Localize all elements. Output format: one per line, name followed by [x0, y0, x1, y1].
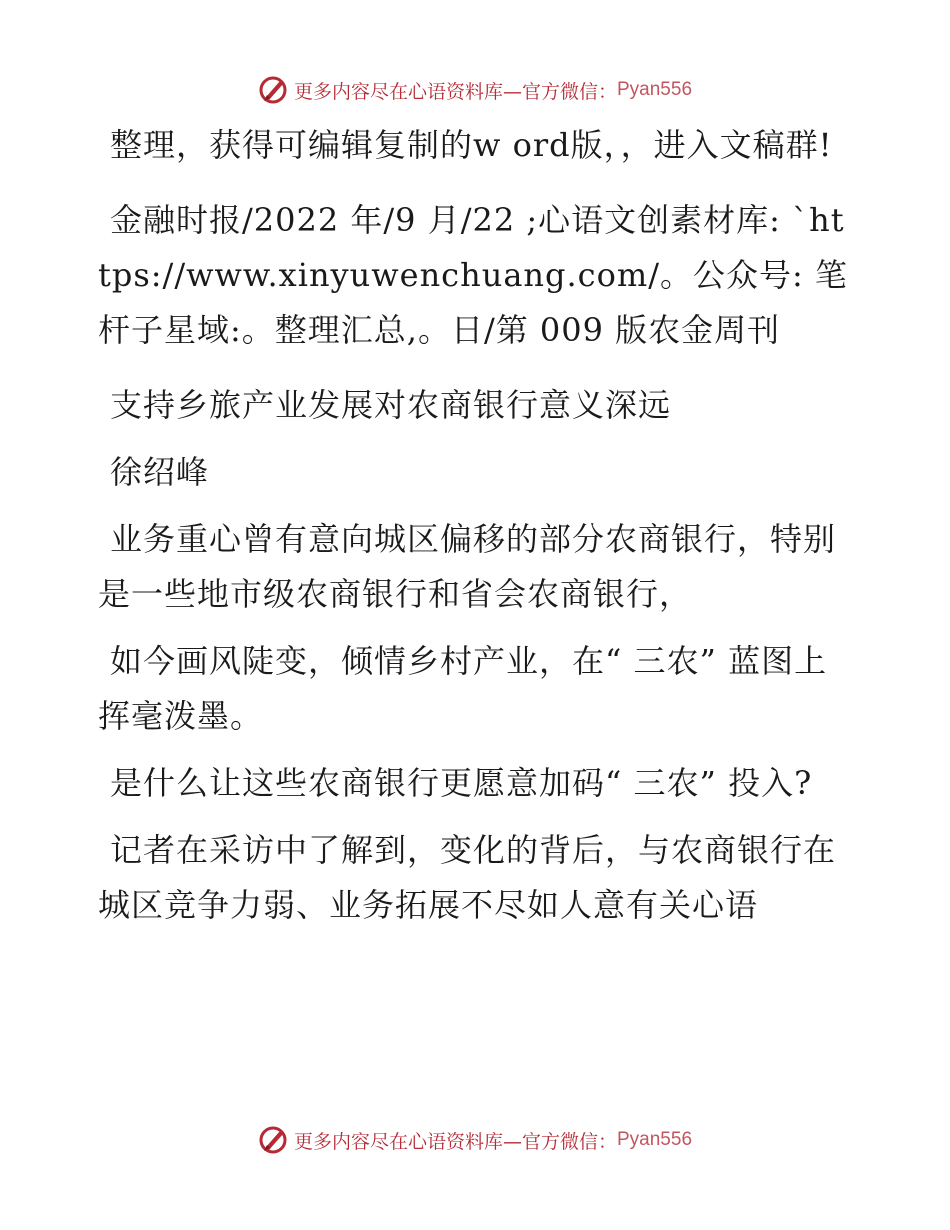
paragraph-body-3: 是什么让这些农商银行更愿意加码“ 三农” 投入?: [110, 764, 813, 802]
document-body: [98, 118, 858, 945]
footer-wechat-id: Pyan556: [617, 1129, 693, 1150]
paragraph-intro: 整理，获得可编辑复制的w ord版，，进入文稿群!: [110, 126, 833, 164]
header-banner: [0, 70, 950, 110]
article-author: 徐绍峰: [110, 453, 210, 491]
footer-text: 更多内容尽在心语资料库—官方微信：: [293, 1130, 617, 1153]
header-text: 更多内容尽在心语资料库—官方微信：: [293, 80, 617, 103]
brush-pen-logo-icon: [258, 75, 288, 105]
footer-banner: [0, 1120, 950, 1160]
header-wechat-id: Pyan556: [617, 79, 693, 100]
article-title: 支持乡旅产业发展对农商银行意义深远: [110, 386, 672, 424]
paragraph-source: 金融时报/2022 年/9 月/22 ;心语文创素材库: `https://www.xinyuwenchuang.com/。公众号: 笔杆子星域:。整理汇总,。日/第 009 版农金周刊: [98, 201, 848, 349]
brush-pen-logo-icon: [258, 1125, 288, 1155]
paragraph-body-2: 如今画风陡变，倾情乡村产业，在“ 三农” 蓝图上挥毫泼墨。: [98, 642, 828, 735]
paragraph-body-4: 记者在采访中了解到，变化的背后，与农商银行在城区竞争力弱、业务拓展不尽如人意有关心语: [98, 831, 837, 924]
paragraph-body-1: 业务重心曾有意向城区偏移的部分农商银行，特别是一些地市级农商银行和省会农商银行，: [98, 520, 837, 613]
